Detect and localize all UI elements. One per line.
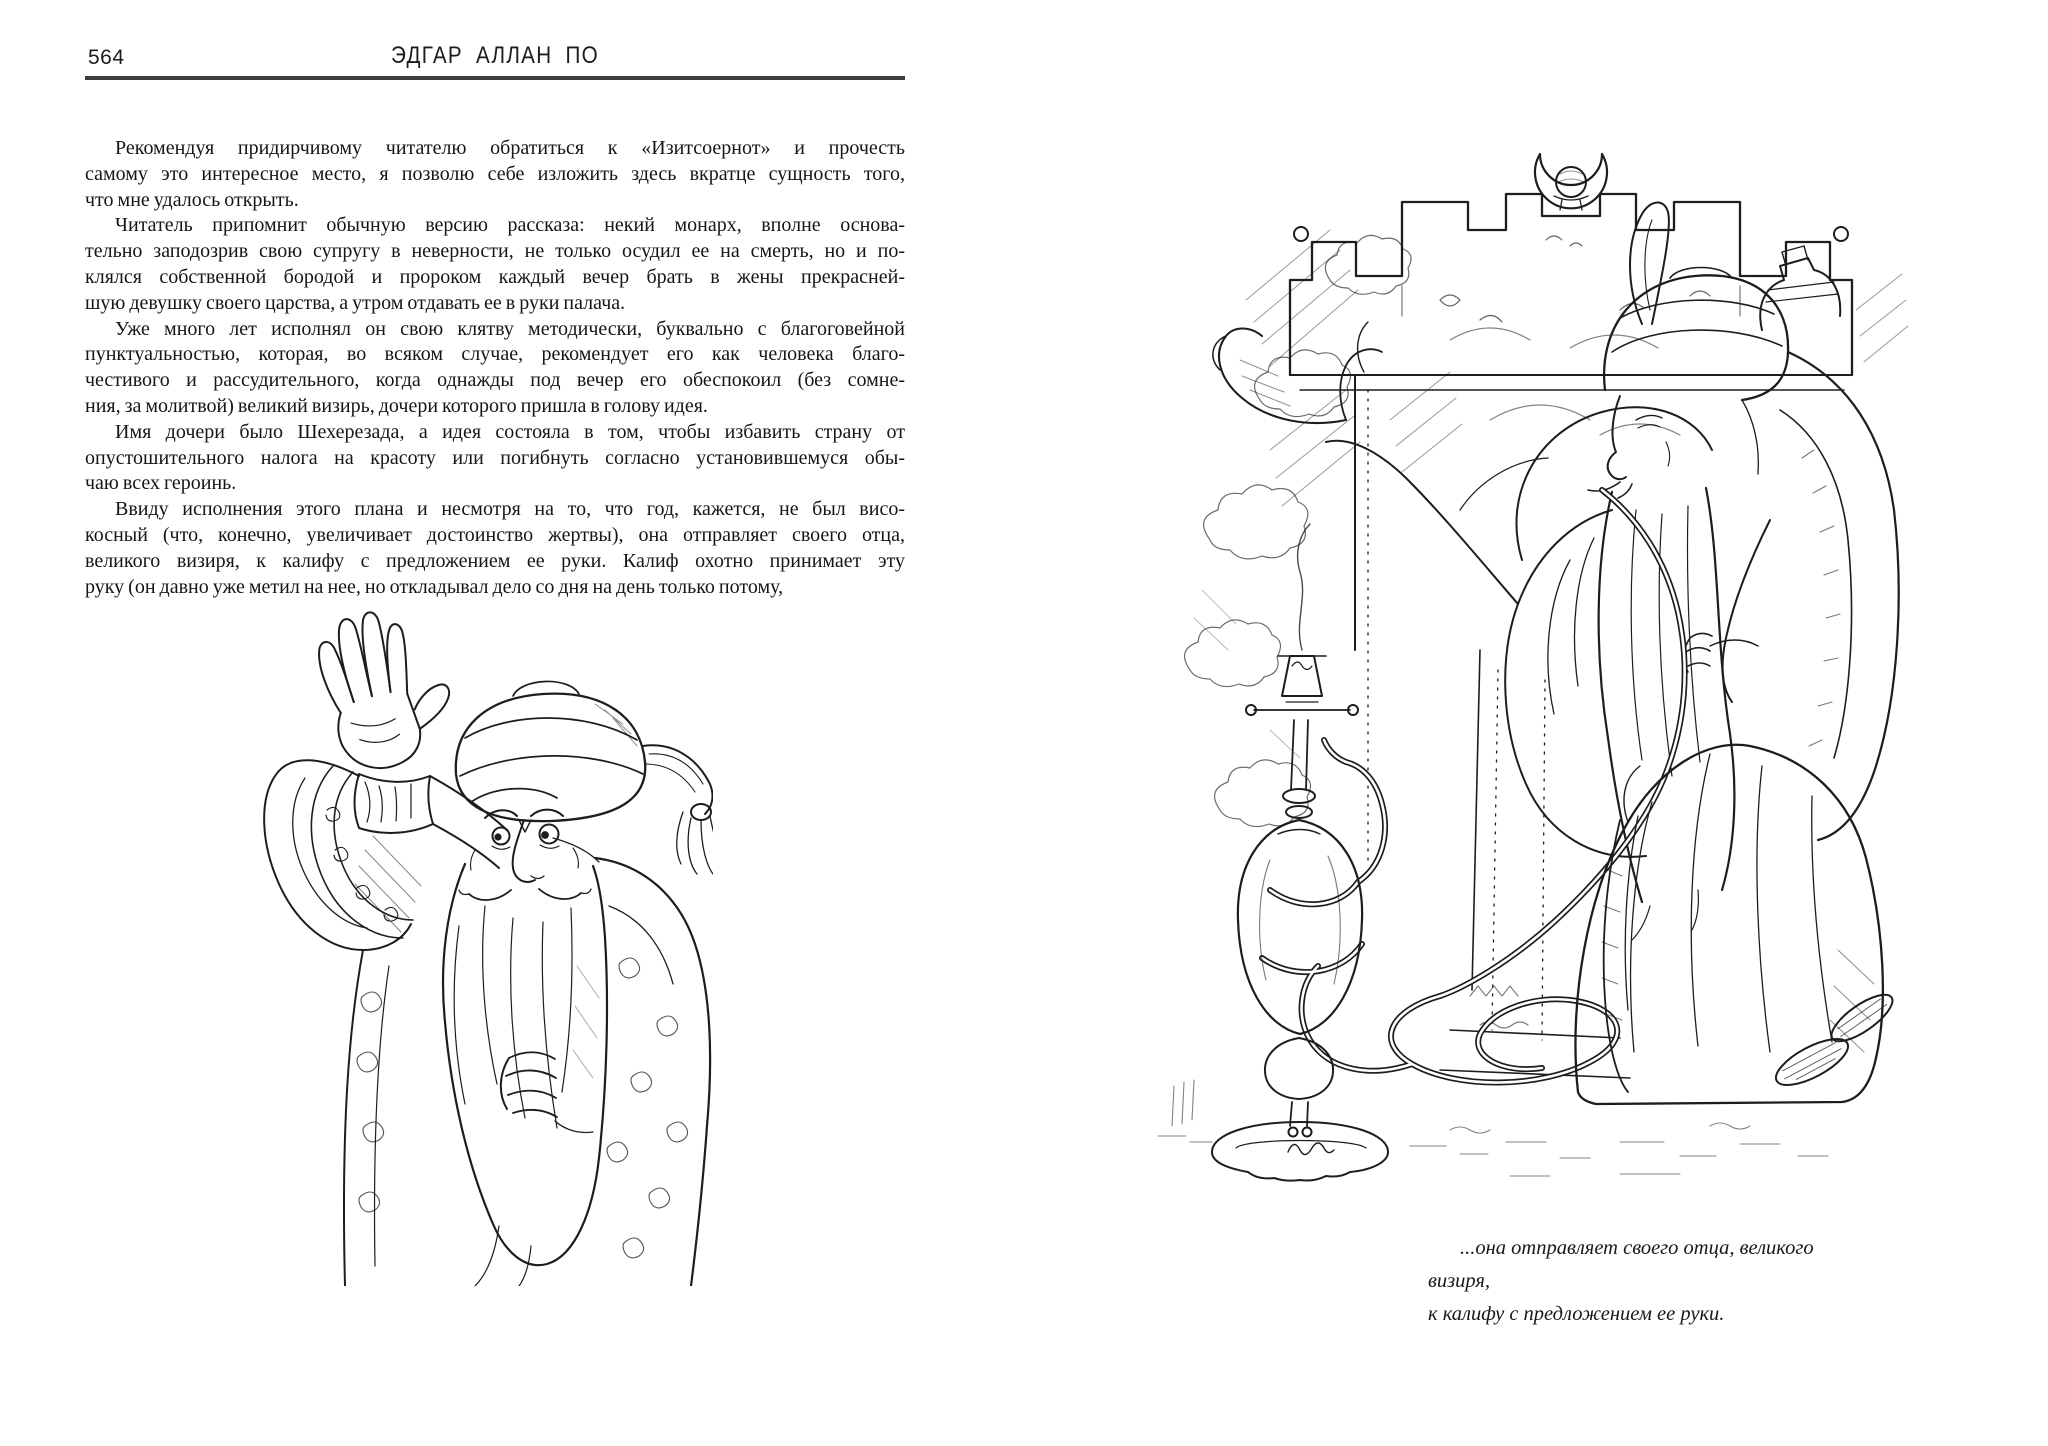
text-line: Читатель припомнит обычную версию рассказа: некий монарх, вполне основа- [115,214,905,237]
turban-tassel [643,745,713,874]
caption-line: ...она отправляет своего отца, великого визиря, [1428,1237,1814,1292]
prostrate-vizier [1575,745,1898,1104]
sleeve-cuff [355,774,434,833]
caliph-throne-hookah-engraving [1150,90,1910,1235]
header-rule [85,76,905,80]
text-line: Рекомендуя придирчивому читателю обратиться к «Изитсоернот» и прочесть [115,137,905,159]
vizier-face [459,810,591,900]
text-line: шую девушку своего царства, а утром отдавать ее в руки палача. [85,291,626,314]
turban [456,681,645,821]
text-line: что мне удалось открыть. [85,188,299,211]
caliph-figure [1213,202,1899,940]
body-text [85,136,905,600]
crescent-moon-icon [1535,154,1607,210]
text-line: Уже много лет исполнял он свою клятву методически, буквально с благоговейной [115,317,905,340]
text-line: Имя дочери было Шехерезада, а идея состояла в том, чтобы избавить страну от [115,420,905,443]
text-line: Ввиду исполнения этого плана и несмотря на то, что год, кажется, не был висо- [115,498,905,521]
text-line: чаю всех героинь. [85,472,237,495]
artist-signature [1288,1143,1334,1155]
raised-hand-icon [312,606,462,777]
hookah-hose [1262,490,1685,1083]
text-line: опустошительного налога на красоту или погибнуть согласно установившемуся обы- [85,446,905,469]
robe [344,838,710,1286]
text-line: руку (он давно уже метил на нее, но откладывал дело со дня на день только потому, [85,575,784,598]
page-number: 564 [88,46,125,69]
text-line: косный (что, конечно, увеличивает достоинство жертвы), она отправляет своего отца, [85,523,905,546]
throne-back [1290,194,1852,1078]
text-line: ния, за молитвой) великий визирь, дочери которого пришла в голову идея. [85,394,708,417]
text-line: тельно заподозрив свою супругу в неверности, не только осудил ее на смерть, но и по- [85,240,905,263]
ground-shading [1158,1080,1828,1176]
text-line: пунктуальностью, которая, во всяком случае, рекомендует его как человека благо- [85,343,905,366]
text-line: великого визиря, к калифу с предложением ее руки. Калиф охотно принимает эту [85,549,905,572]
beard [443,864,607,1286]
illustration-caption [1428,1232,1868,1331]
running-head: ЭДГАР АЛЛАН ПО [391,42,599,69]
smoke-clouds [1185,235,1411,826]
draped-sleeve [264,760,507,950]
caption-line: к калифу с предложением ее руки. [1428,1303,1725,1325]
text-line: самому это интересное место, я позволю себе изложить здесь вкратце сущность того, [85,162,905,185]
clutching-hand [501,1052,593,1132]
vizier-raised-hand-engraving [213,606,713,1286]
text-line: честивого и рассудительного, когда однажды под вечер его обеспокоил (без сомне- [85,369,905,392]
hookah [1212,524,1388,1181]
text-line: клялся собственной бородой и пророком каждый вечер брать в жены прекрасней- [85,265,905,288]
